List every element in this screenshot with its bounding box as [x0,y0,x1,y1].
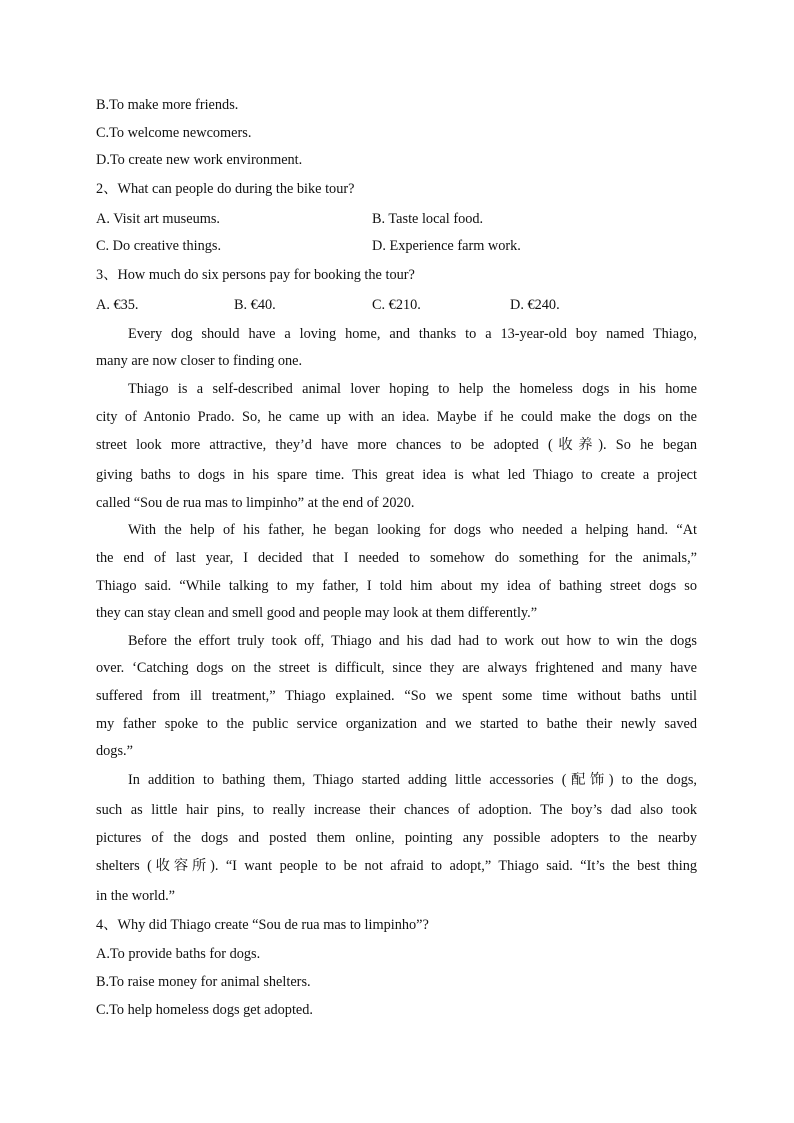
q3-option-d: D. €240. [510,297,560,313]
passage-line: called “Sou de rua mas to limpinho” at the end of 2020. [96,495,415,511]
q1-option-c: C.To welcome newcomers. [96,125,252,141]
q2-stem: 2、What can people do during the bike tour? [96,181,355,197]
passage-line: giving baths to dogs in his spare time. This great idea is what led Thiago to create a project [96,467,697,483]
passage-paragraph-2 [96,380,697,512]
passage-line: many are now closer to finding one. [96,353,303,369]
q2-option-a: A. Visit art museums. [96,211,220,227]
passage-paragraph-4 [96,632,697,760]
passage-line: shelters (收容所). “I want people to be not afraid to adopt,” Thiago said. “It’s the best thing [96,858,697,874]
q3-option-b: B. €40. [234,297,276,313]
passage-line: Every dog should have a loving home, and thanks to a 13-year-old boy named Thiago, [128,326,697,342]
q3-option-c: C. €210. [372,297,421,313]
passage-line: suffered from ill treatment,” Thiago explained. “So we spent some time without baths until [96,688,697,704]
passage-line: over. ‘Catching dogs on the street is difficult, since they are always frightened and many have [96,660,697,676]
q3-option-a: A. €35. [96,297,139,313]
passage-line: dogs.” [96,743,133,759]
passage-line: in the world.” [96,888,176,904]
passage-line: In addition to bathing them, Thiago started adding little accessories (配饰) to the dogs, [128,772,697,788]
passage-line: With the help of his father, he began looking for dogs who needed a helping hand. “At [128,522,697,538]
q1-option-b: B.To make more friends. [96,97,239,113]
passage-line: the end of last year, I decided that I needed to somehow do something for the animals,” [96,550,697,566]
passage-paragraph-5 [96,771,697,905]
passage-line: pictures of the dogs and posted them online, pointing any possible adopters to the nearby [96,830,697,846]
q4-stem: 4、Why did Thiago create “Sou de rua mas to limpinho”? [96,917,429,933]
passage-line: city of Antonio Prado. So, he came up with an idea. Maybe if he could make the dogs on the [96,409,697,425]
q4-option-b: B.To raise money for animal shelters. [96,974,311,990]
q3-stem: 3、How much do six persons pay for booking the tour? [96,267,415,283]
passage-line: they can stay clean and smell good and people may look at them differently.” [96,605,538,621]
passage-line: Thiago is a self-described animal lover hoping to help the homeless dogs in his home [128,381,697,397]
passage-line: street look more attractive, they’d have more chances to be adopted (收养). So he began [96,437,697,453]
q2-option-c: C. Do creative things. [96,238,222,254]
q1-option-d: D.To create new work environment. [96,152,303,168]
passage-paragraph-3 [96,521,697,622]
q2-option-b: B. Taste local food. [372,211,484,227]
q2-option-d: D. Experience farm work. [372,238,521,254]
passage-line: Thiago said. “While talking to my father, I told him about my idea of bathing street dogs so [96,578,697,594]
passage-paragraph-1 [96,325,697,370]
passage-line: my father spoke to the public service organization and we started to bathe their newly saved [96,716,697,732]
passage-line: Before the effort truly took off, Thiago and his dad had to work out how to win the dogs [128,633,697,649]
passage-line: such as little hair pins, to really increase their chances of adoption. The boy’s dad also took [96,802,697,818]
q4-option-a: A.To provide baths for dogs. [96,946,261,962]
q4-option-c: C.To help homeless dogs get adopted. [96,1002,313,1018]
